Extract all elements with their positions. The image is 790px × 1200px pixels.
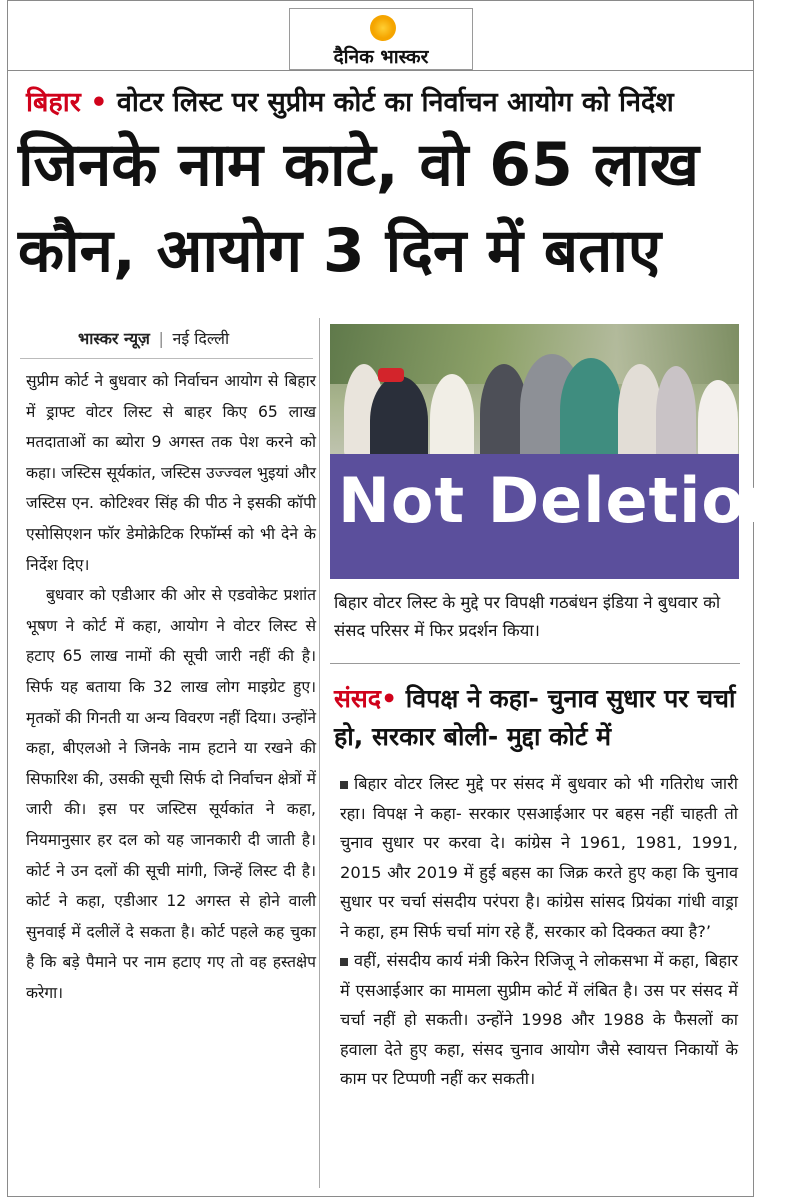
main-story-paragraph-1: सुप्रीम कोर्ट ने बुधवार को निर्वाचन आयोग से बिहार में ड्राफ्ट वोटर लिस्ट से बाहर किए 65 लाख मतदाताओं का ब्योरा 9 अगस्त तक पेश करने को कहा। जस्टिस सूर्यकांत, जस्टिस उज्ज्वल भुइयां और जस्टिस एन. कोटिश्वर सिंह की पीठ ने इसकी कॉपी एसोसिएशन फॉर डेमोक्रेटिक रिफॉर्म्स को भी देने के निर्देश दिए। — [26, 372, 316, 574]
photo-person — [656, 366, 696, 464]
main-story-body — [26, 366, 316, 1008]
protest-photo — [330, 324, 790, 579]
headline-line-1: जिनके नाम काटे, वो 65 लाख — [18, 130, 699, 200]
sun-logo-icon — [370, 15, 396, 41]
photo-person — [370, 376, 428, 466]
sub-story-paragraph-1 — [340, 769, 738, 946]
kicker-place: बिहार — [26, 87, 81, 118]
masthead-logo — [289, 8, 473, 70]
protest-banner-text: Not Deletion — [338, 464, 790, 537]
photo-caption: बिहार वोटर लिस्ट के मुद्दे पर विपक्षी गठबंधन इंडिया ने बुधवार को संसद परिसर में फिर प्रदर्शन किया। — [334, 593, 721, 640]
bullet-square-icon — [340, 781, 348, 789]
kicker-bullet: • — [90, 87, 108, 118]
byline-separator: | — [158, 329, 164, 348]
sub-story-tag: संसद• — [334, 684, 398, 713]
sub-story-paragraph-2-text: वहीं, संसदीय कार्य मंत्री किरेन रिजिजू ने लोकसभा में कहा, बिहार में एसआईआर का मामला सुप्रीम कोर्ट में लंबित है। उस पर संसद में चर्चा नहीं हो सकती। उन्होंने 1998 और 1988 के फैसलों का हवाला देते हुए कहा, संसद चुनाव आयोग जैसे स्वायत्त निकायों के काम पर टिप्पणी नहीं कर सकती। — [340, 951, 738, 1088]
sub-story-paragraph-1-text: बिहार वोटर लिस्ट मुद्दे पर संसद में बुधवार को भी गतिरोध जारी रहा। विपक्ष ने कहा- सरकार एसआईआर पर बहस नहीं चाहती तो चुनाव सुधार पर करवा दे। कांग्रेस ने 1961, 1981, 1991, 2015 और 2019 में हुई बहस का जिक्र करते हुए कहा कि चुनाव सुधार पर चर्चा संसदीय परंपरा है। कांग्रेस सांसद प्रियंका गांधी वाड्रा ने कहा, हम सिर्फ चर्चा मांग रहे हैं, सरकार को दिक्कत क्या है?’ — [340, 774, 738, 941]
sub-story-paragraph-2 — [340, 946, 738, 1094]
bullet-square-icon — [340, 958, 348, 966]
photo-person — [560, 358, 622, 463]
caption-rule — [330, 663, 740, 664]
byline-location: नई दिल्ली — [172, 329, 230, 348]
byline-rule — [20, 358, 313, 359]
photo-person — [430, 374, 474, 464]
red-cap — [378, 368, 404, 382]
sub-story-body — [340, 769, 738, 1094]
headline-line-2: कौन, आयोग 3 दिन में बताए — [18, 216, 662, 286]
byline — [78, 327, 229, 349]
main-story-paragraph-2: बुधवार को एडीआर की ओर से एडवोकेट प्रशांत भूषण ने कोर्ट में कहा, आयोग ने वोटर लिस्ट से हटाए 65 लाख नामों की सूची जारी नहीं की है। सिर्फ यह बताया कि 32 लाख लोग माइग्रेट हुए। मृतकों की गिनती या अन्य विवरण नहीं दिया। उन्होंने कहा, बीएलओ ने जिनके नाम हटाने या रखने की सिफारिश की, उसकी सूची सिर्फ दो निर्वाचन क्षेत्रों में जारी की। इस पर जस्टिस सूर्यकांत ने कहा, नियमानुसार हर दल को यह जानकारी दी जाती है। कोर्ट ने उन दलों की सूची मांगी, जिन्हें लिस्ट दी है। कोर्ट ने कहा, एडीआर 12 अगस्त से होने वाली सुनवाई में दलीलें दे सकता है। कोर्ट पहले कह चुका है कि बड़े पैमाने पर नाम हटाए गए तो वह हस्तक्षेप करेगा। — [26, 586, 316, 1002]
column-divider — [319, 318, 320, 1188]
sub-story-heading — [334, 680, 744, 756]
byline-agency: भास्कर न्यूज़ — [78, 329, 150, 348]
placard — [698, 380, 738, 460]
kicker-text: वोटर लिस्ट पर सुप्रीम कोर्ट का निर्वाचन आयोग को निर्देश — [107, 87, 674, 118]
masthead-rule — [7, 70, 754, 71]
masthead-logo-text: दैनिक भास्कर — [333, 46, 429, 68]
sub-story-heading-text: विपक्ष ने कहा- चुनाव सुधार पर चर्चा हो, सरकार बोली- मुद्दा कोर्ट में — [334, 684, 736, 751]
kicker — [26, 82, 674, 119]
